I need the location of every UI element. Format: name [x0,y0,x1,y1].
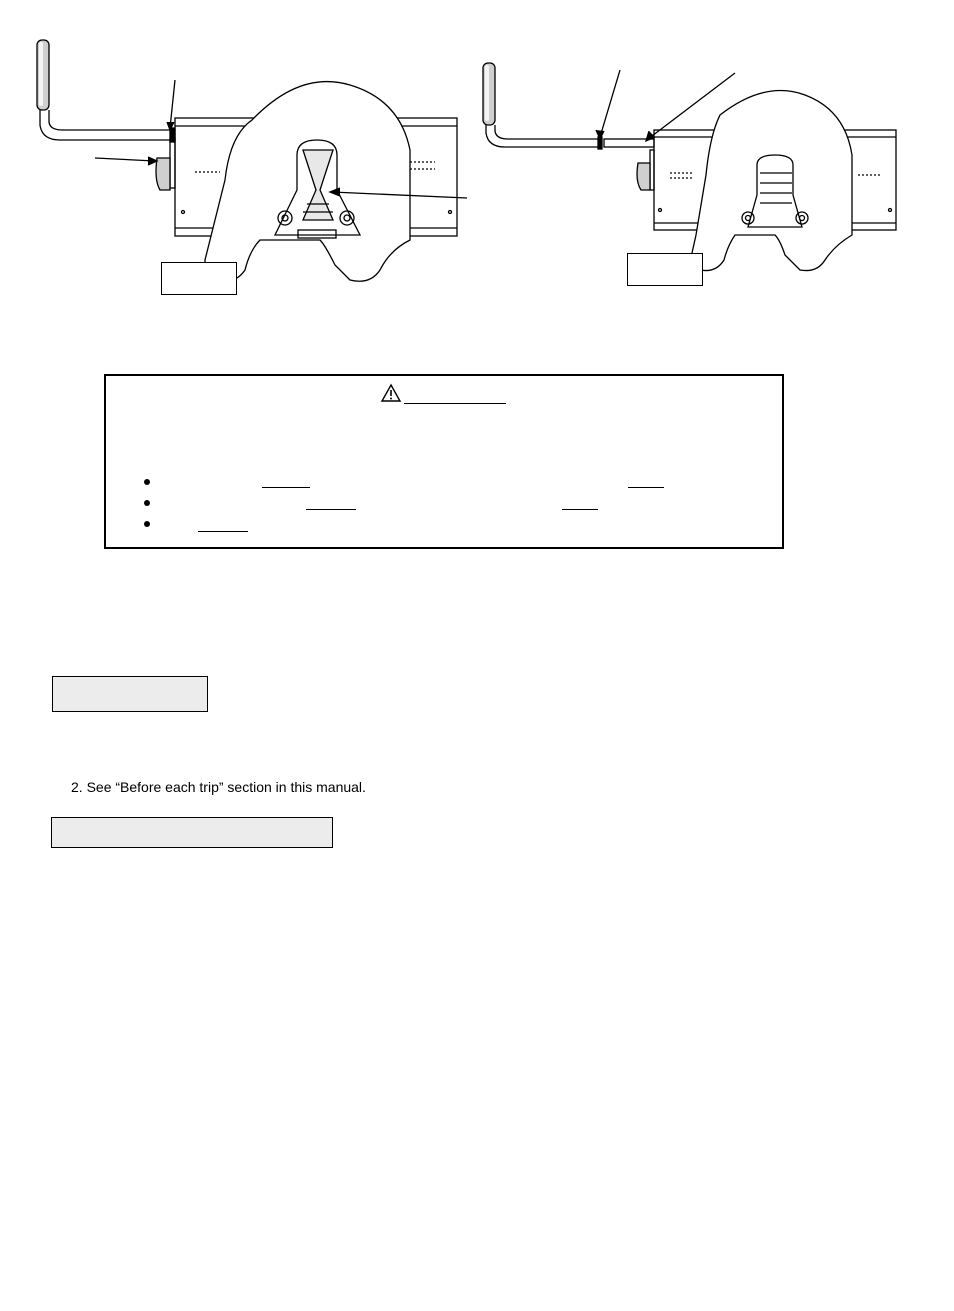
underline-1b [628,487,664,488]
warning-triangle-icon [380,383,402,403]
warning-title-underline [404,403,506,404]
underline-1a [262,487,310,488]
warning-bullet-2 [144,500,150,506]
underline-3a [198,531,248,532]
section-heading-box-2 [51,817,333,848]
underline-2a [306,509,356,510]
hitch-figure-left [20,30,480,300]
section-heading-box-1 [52,676,208,712]
warning-bullet-1 [144,479,150,485]
warning-box [104,374,784,549]
figure-label-left [161,262,237,295]
hitch-figure-right [480,55,910,285]
underline-2b [562,509,598,510]
step-2-text: 2. See “Before each trip” section in this manual. [71,779,366,795]
figure-label-right [627,253,703,286]
warning-bullet-3 [144,521,150,527]
